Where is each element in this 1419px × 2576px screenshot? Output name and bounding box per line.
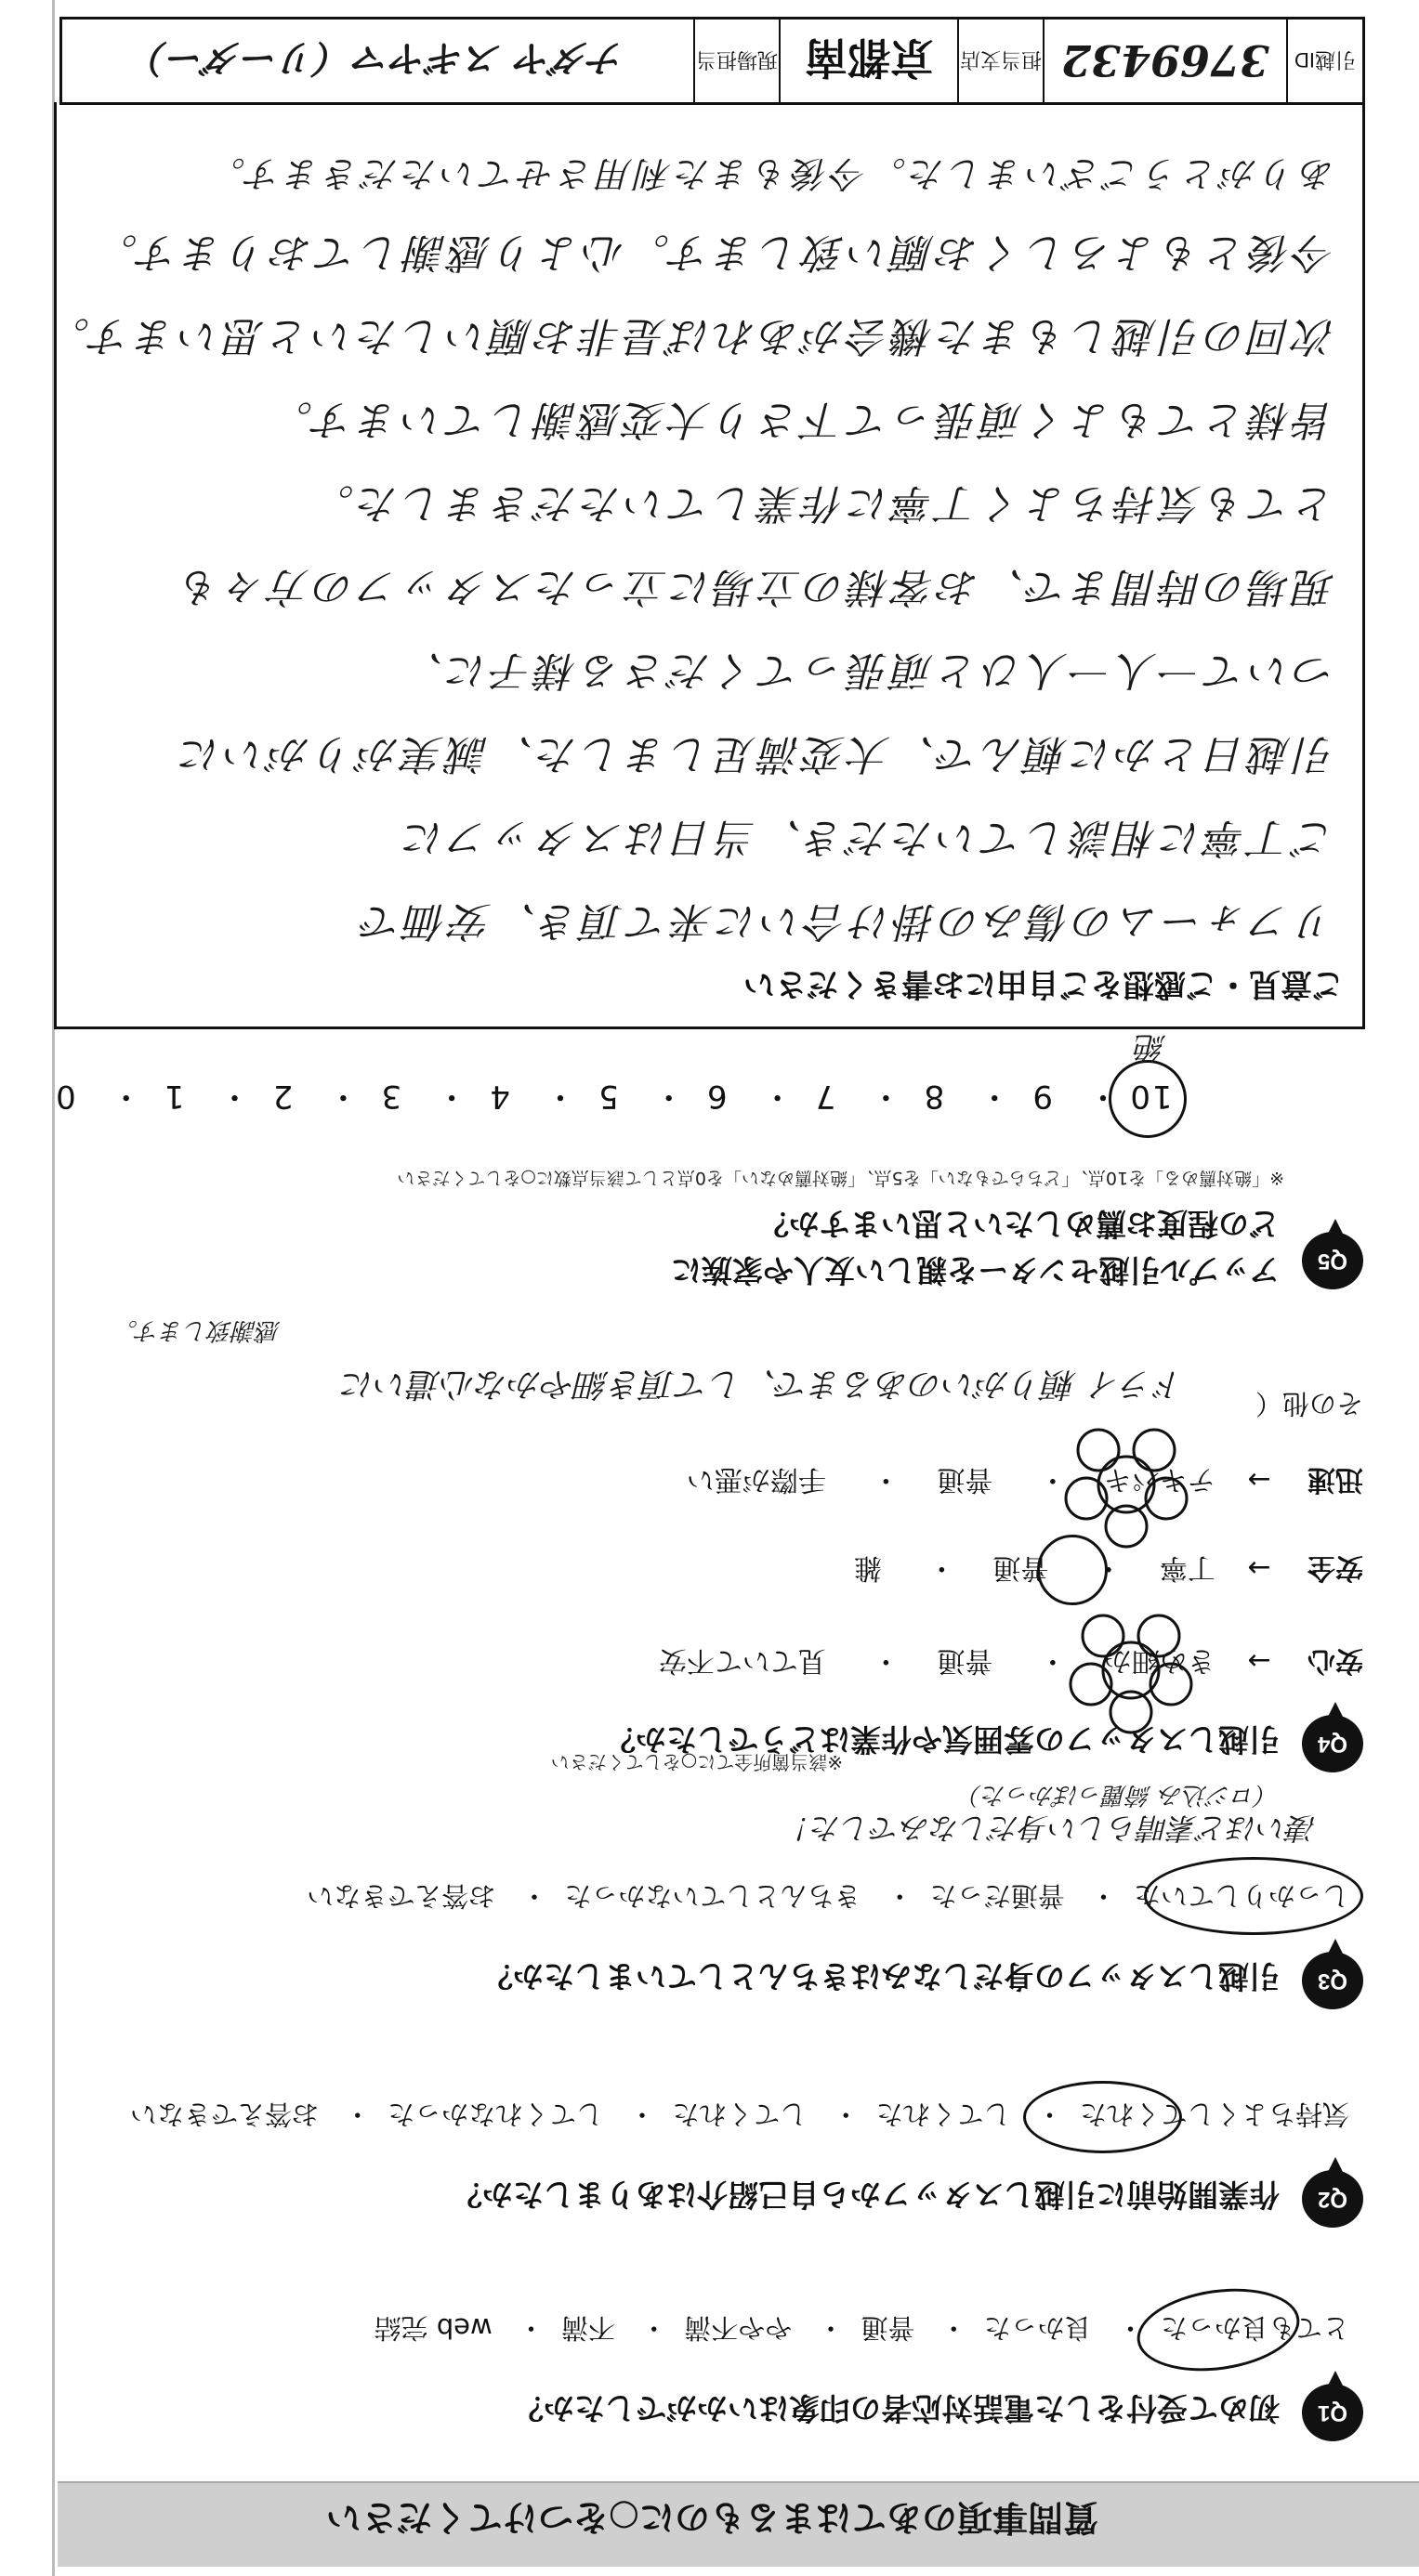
staff-value: ナダヤ スギヤマ（リーダー）	[130, 36, 625, 80]
comment-line: 皆様とてもよく頑張って下さり大変感謝しています。	[268, 396, 1335, 443]
q4-note: ※該当箇所全てに○をしてください	[550, 1751, 843, 1773]
q4-row-anshin: 安心 → きめ細か・ 普通・ 見ていて不安	[659, 1643, 1363, 1684]
q1-options: とても良かった・ 良かった・ 普通・ やや不満・ 不満・ web 完結	[374, 2312, 1349, 2344]
q1-question: 初めて受付をした電話対応者の印象はいかがでしたか？	[513, 2390, 1280, 2426]
footer-id-boxes	[59, 17, 1365, 105]
q4-row-anzen: 安全 → 丁寧・ 普通・ 雑	[854, 1550, 1363, 1591]
q2-options: 気持ちよくしてくれた・ してくれた・ してくれた・ してくれなかった・ お答えできない	[129, 2099, 1349, 2130]
staff-value-cell	[62, 20, 693, 102]
comment-line: 引越日とかに頼んで、大変満足しました、誠実がりがいに	[176, 730, 1335, 778]
q3-handwritten-note-2: （ロジ込み 綺麗っぽかった）	[957, 1781, 1280, 1809]
q5-scale: 10・ 9・ 8・ 7・ 6・ 5・ 4・ 3・ 2・ 1・ 0	[38, 1077, 1177, 1122]
q2-option[interactable]: お答えできない	[129, 2099, 319, 2130]
q1-option[interactable]: やや不満	[684, 2312, 793, 2344]
comment-line: ご丁寧に相談していただき、当日はスタッフに	[400, 814, 1335, 861]
id-label: 引越ID	[1294, 48, 1357, 72]
scale-value[interactable]: 10	[1128, 1078, 1173, 1115]
q3-answer-circle	[1144, 1857, 1363, 1935]
arrow-right-icon: →	[1247, 1463, 1271, 1496]
q4-option[interactable]: 手際が悪い	[686, 1463, 826, 1496]
q4-option[interactable]: テキパキ	[1103, 1463, 1215, 1496]
instruction-bar	[58, 2481, 1419, 2567]
q3-question: 引越しスタッフの身だしなみはきちんとしていましたか？	[482, 1958, 1280, 1994]
q4-option[interactable]: きめ細か	[1103, 1644, 1215, 1677]
id-label-cell	[1286, 20, 1362, 102]
q4-option[interactable]: 見ていて不安	[658, 1644, 826, 1677]
q4-question: 引越しスタッフの雰囲気や作業はどうでしたか？	[605, 1721, 1280, 1758]
q4-other-label: その他（	[1255, 1388, 1363, 1419]
q2-option[interactable]: してくれた	[672, 2099, 808, 2130]
arrow-right-icon: →	[1247, 1551, 1271, 1584]
q4-row-label: 迅速	[1307, 1463, 1363, 1496]
branch-value-cell	[779, 20, 957, 102]
q4-row-label: 安全	[1307, 1551, 1363, 1584]
q4-other-handwritten: ドライ 頼りがいのあるまで、して頂き細やかな心遣いに	[341, 1365, 1187, 1403]
q2-option[interactable]: してくれなかった	[388, 2099, 604, 2130]
q3-option[interactable]: お答えできない	[307, 1880, 496, 1912]
comment-line: 今後ともよろしくお願い致します。心より感謝しております。	[93, 229, 1335, 276]
q4-option[interactable]: 普通	[992, 1551, 1049, 1584]
q3-badge: Q3	[1302, 1952, 1363, 2009]
q2-option[interactable]: 気持ちよくしてくれた	[1079, 2099, 1349, 2130]
q4-option[interactable]: 普通	[937, 1463, 993, 1496]
scale-value[interactable]: 4	[488, 1078, 510, 1115]
branch-label: 担当支店	[960, 48, 1043, 72]
comment-line: ついて一人一人ひと頑張ってくださる様子に、	[399, 647, 1335, 694]
q5-handwritten-mark: 絶	[1135, 1028, 1166, 1066]
scale-value[interactable]: 3	[379, 1078, 402, 1115]
scale-value[interactable]: 8	[922, 1078, 945, 1115]
instruction-text: 質問事項のあてはまるものに○をつけてください	[325, 2497, 1098, 2538]
comment-line: リフォームの傷みの掛け合いに来て頂き、安価で	[357, 897, 1335, 945]
staff-label-cell	[693, 20, 779, 102]
q4-row-label: 安心	[1307, 1644, 1363, 1677]
comment-line: 次回の引越しもまた機会があれば是非お願いしたいと思います。	[45, 312, 1335, 360]
q2-answer-circle	[1023, 2081, 1182, 2153]
comment-line: 現場の時間まで、お客様の立場に立ったスタッフの方々も	[176, 563, 1335, 610]
q1-option[interactable]: 不満	[560, 2312, 615, 2344]
scale-value[interactable]: 9	[1031, 1078, 1054, 1115]
id-value-cell	[1043, 20, 1286, 102]
comment-line: ありがとうございました。今後もまた利用させていただきます。	[206, 153, 1335, 194]
q1-answer-circle	[1132, 2279, 1305, 2381]
q3-options: しっかりしていた・ 普通だった・ きちんとしていなかった・ お答えできない	[307, 1880, 1349, 1912]
q4-option[interactable]: 普通	[937, 1644, 993, 1677]
q1-option[interactable]: 良かった	[983, 2312, 1092, 2344]
q4-option[interactable]: 丁寧	[1159, 1551, 1215, 1584]
q1-option[interactable]: web 完結	[374, 2312, 493, 2344]
scale-value[interactable]: 2	[270, 1078, 294, 1115]
q5-question-line2: どの程度お薦めしたいと思いますか？	[758, 1206, 1280, 1242]
q2-badge: Q2	[1302, 2170, 1363, 2228]
branch-value: 京都南	[805, 33, 933, 84]
q5-question-line1: アップル引越センターを親しい友人や家族に	[670, 1252, 1280, 1288]
q5-note: ※「絶対薦める」を10点、「どちらでもない」を5点、「絶対薦めない」を0点として該当点数に○をしてください	[397, 1168, 1284, 1188]
q2-option[interactable]: してくれた	[875, 2099, 1011, 2130]
q4-other-handwritten-2: 感謝致します。	[113, 1316, 281, 1344]
q4-row-jinsoku: 迅速 → テキパキ・ 普通・ 手際が悪い	[687, 1462, 1363, 1503]
comments-title: ご意見・ご感想をご自由にお書きください	[743, 965, 1344, 1002]
comment-line: とても気持ちよく丁寧に作業していただきました。	[309, 479, 1335, 527]
scale-value[interactable]: 1	[162, 1078, 185, 1115]
q3-option[interactable]: 普通だった	[929, 1880, 1065, 1912]
q2-question: 作業開始前に引越しスタッフから自己紹介はありましたか？	[452, 2177, 1280, 2213]
q1-badge: Q1	[1302, 2384, 1363, 2441]
scale-value[interactable]: 6	[704, 1078, 728, 1115]
q3-handwritten-note: 凄いほど素晴らしい身だしなみでした！	[781, 1811, 1317, 1846]
flower-mark-icon	[1061, 1601, 1201, 1740]
q3-option[interactable]: しっかりしていた	[1133, 1880, 1349, 1912]
scale-value[interactable]: 0	[54, 1078, 76, 1115]
q5-badge: Q5	[1302, 1232, 1363, 1289]
q1-option[interactable]: 普通	[861, 2312, 915, 2344]
q4-other	[1255, 1386, 1363, 1424]
scale-value[interactable]: 7	[813, 1078, 836, 1115]
staff-label: 現場担当	[696, 48, 779, 72]
arrow-right-icon: →	[1247, 1644, 1271, 1677]
branch-label-cell	[957, 20, 1043, 102]
id-value: 3769432	[1060, 35, 1270, 86]
q3-option[interactable]: きちんとしていなかった	[564, 1880, 861, 1912]
q1-option[interactable]: とても良かった	[1160, 2312, 1349, 2344]
q4-badge: Q4	[1302, 1715, 1363, 1772]
q4-anzen-circle	[1037, 1535, 1108, 1605]
q4-option[interactable]: 雑	[853, 1551, 882, 1584]
scale-value[interactable]: 5	[597, 1078, 619, 1115]
flower-mark-icon	[1057, 1415, 1196, 1554]
